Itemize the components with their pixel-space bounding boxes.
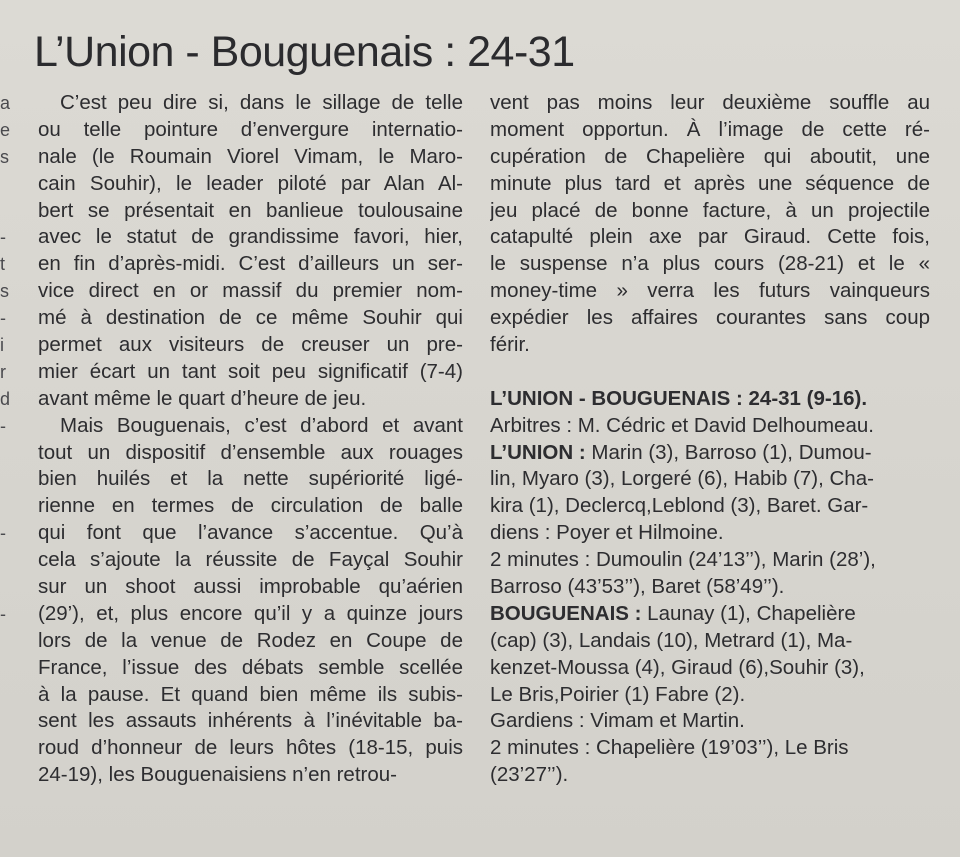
text-line: France, l’issue des débats semble scellée bbox=[38, 655, 463, 679]
text-line: tout un dispositif d’ensemble aux rouages bbox=[38, 440, 463, 464]
team-name-bouguenais: BOUGUENAIS : bbox=[490, 601, 642, 625]
margin-fragment bbox=[0, 574, 10, 601]
text-line: avant même le quart d’heure de jeu. bbox=[38, 386, 367, 410]
margin-fragment: - bbox=[0, 523, 6, 544]
margin-fragment bbox=[0, 547, 10, 574]
paragraph-gap bbox=[490, 359, 930, 386]
margin-fragment bbox=[0, 628, 10, 655]
margin-fragment bbox=[0, 735, 10, 762]
text-line: en fin d’après-midi. C’est d’ailleurs un ser- bbox=[38, 252, 463, 276]
margin-fragment bbox=[0, 440, 10, 467]
team-lineup-bouguenais bbox=[490, 601, 930, 735]
margin-fragment bbox=[0, 708, 10, 735]
lineup-line: lin, Myaro (3), Lorgeré (6), Habib (7), Cha- bbox=[490, 467, 874, 491]
text-line: (23’27’’). bbox=[490, 763, 569, 787]
margin-fragment bbox=[0, 493, 10, 520]
margin-fragment bbox=[0, 762, 10, 789]
text-line: 2 minutes : Chapelière (19’03’’), Le Bris bbox=[490, 736, 849, 760]
text-line: Mais Bouguenais, c’est d’abord et avant bbox=[60, 413, 463, 437]
text-line: cupération de Chapelière qui aboutit, une bbox=[490, 144, 930, 168]
article-column-left bbox=[38, 90, 463, 789]
margin-fragment: e bbox=[0, 119, 11, 140]
lineup-line: (cap) (3), Landais (10), Metrard (1), Ma- bbox=[490, 628, 853, 652]
text-line: avec le statut de grandissime favori, hier, bbox=[38, 225, 463, 249]
margin-fragment: i bbox=[0, 335, 4, 356]
lineup-line: L’UNION : Marin (3), Barroso (1), Dumou- bbox=[490, 440, 872, 464]
margin-fragment bbox=[0, 655, 10, 682]
margin-fragment: - bbox=[0, 415, 6, 436]
text-line: mier écart un tant soit peu significatif (7-4) bbox=[38, 359, 463, 383]
lineup-line: kenzet-Moussa (4), Giraud (6),Souhir (3), bbox=[490, 655, 865, 679]
text-line: le suspense n’a plus cours (28-21) et le « bbox=[490, 252, 930, 276]
margin-fragment bbox=[0, 171, 10, 198]
text-line: Barroso (43’53’’), Baret (58’49’’). bbox=[490, 575, 785, 599]
text-line: bert se présentait en banlieue toulousaine bbox=[38, 198, 463, 222]
text-line: lors de la venue de Rodez en Coupe de bbox=[38, 628, 463, 652]
text-line: rienne en termes de circulation de balle bbox=[38, 494, 463, 518]
article-headline: L’Union - Bouguenais : 24-31 bbox=[34, 28, 575, 76]
margin-fragment bbox=[0, 682, 10, 709]
team-lineup-lunion bbox=[490, 440, 930, 548]
margin-fragment: a bbox=[0, 93, 11, 113]
margin-fragment: t bbox=[0, 254, 6, 275]
text-line: sur un shoot aussi improbable qu’aérien bbox=[38, 575, 463, 599]
text-line: sent les assauts inhérents à l’inévitable ba- bbox=[38, 709, 463, 733]
text-line: money-time » verra les futurs vainqueurs bbox=[490, 279, 930, 303]
text-line: à la pause. Et quand bien même ils subis- bbox=[38, 682, 463, 706]
margin-fragment bbox=[0, 466, 10, 493]
margin-fragment: s bbox=[0, 146, 9, 167]
text-line: permet aux visiteurs de creuser un pre- bbox=[38, 333, 463, 357]
text-line: vent pas moins leur deuxième souffle au bbox=[490, 91, 930, 114]
margin-fragment: r bbox=[0, 361, 6, 382]
text-line: 2 minutes : Dumoulin (24’13’’), Marin (28’), bbox=[490, 548, 876, 572]
team-penalties-bouguenais bbox=[490, 735, 930, 789]
text-line: férir. bbox=[490, 333, 530, 357]
margin-fragment: - bbox=[0, 308, 6, 329]
left-margin-fragments bbox=[0, 90, 10, 789]
text-line: catapulté plein axe par Giraud. Cette fois, bbox=[490, 225, 930, 249]
margin-fragment bbox=[0, 198, 10, 225]
lineup-line: diens : Poyer et Hilmoine. bbox=[490, 521, 724, 545]
lineup-line: BOUGUENAIS : Launay (1), Chapelière bbox=[490, 601, 856, 625]
margin-fragment: - bbox=[0, 227, 6, 248]
margin-fragment: - bbox=[0, 603, 6, 624]
text-line: vice direct en or massif du premier nom- bbox=[38, 279, 463, 303]
lineup-line: Le Bris,Poirier (1) Fabre (2). bbox=[490, 682, 746, 706]
text-line: jeu placé de bonne facture, à un projectile bbox=[490, 198, 930, 222]
lineup-line: Gardiens : Vimam et Martin. bbox=[490, 709, 745, 733]
score-line: L’UNION - BOUGUENAIS : 24-31 (9-16). bbox=[490, 386, 868, 410]
lineup-line: kira (1), Declercq,Leblond (3), Baret. Gar- bbox=[490, 494, 869, 518]
text-line: minute plus tard et après une séquence de bbox=[490, 171, 930, 195]
text-line: expédier les affaires courantes sans coup bbox=[490, 306, 930, 330]
article-column-right bbox=[490, 90, 930, 789]
article-body-continuation bbox=[490, 90, 930, 359]
text-line: qui font que l’avance s’accentue. Qu’à bbox=[38, 521, 463, 545]
text-line: (29’), et, plus encore qu’il y a quinze jours bbox=[38, 601, 463, 625]
team-name-lunion: L’UNION : bbox=[490, 440, 586, 464]
referees-line: Arbitres : M. Cédric et David Delhoumeau. bbox=[490, 413, 874, 437]
margin-fragment: d bbox=[0, 388, 11, 409]
text-line: 24-19), les Bouguenaisiens n’en retrou- bbox=[38, 763, 397, 787]
text-line: mé à destination de ce même Souhir qui bbox=[38, 306, 463, 330]
team-penalties-lunion bbox=[490, 547, 930, 601]
text-line: cela s’ajoute la réussite de Fayçal Souhir bbox=[38, 548, 463, 572]
margin-fragment: s bbox=[0, 281, 9, 302]
text-line: cain Souhir), le leader piloté par Alan Al- bbox=[38, 171, 463, 195]
match-summary bbox=[490, 386, 930, 789]
text-line: roud d’honneur de leurs hôtes (18-15, puis bbox=[38, 736, 463, 760]
text-line: ou telle pointure d’envergure internatio- bbox=[38, 117, 463, 141]
text-line: C’est peu dire si, dans le sillage de telle bbox=[60, 91, 463, 114]
text-line: bien huilés et la nette supériorité ligé- bbox=[38, 467, 463, 491]
text-line: nale (le Roumain Viorel Vimam, le Maro- bbox=[38, 144, 463, 168]
text-line: moment opportun. À l’image de cette ré- bbox=[490, 117, 930, 141]
